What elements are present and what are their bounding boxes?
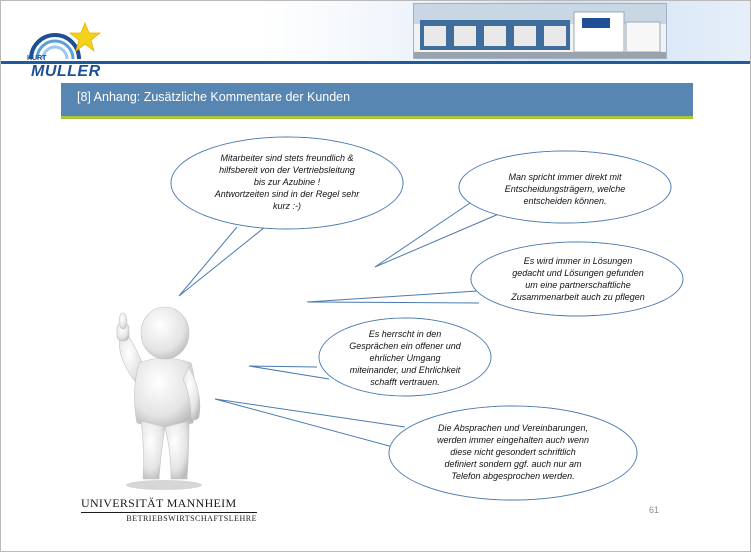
comment-3-line: um eine partnerschaftliche <box>525 280 631 290</box>
page-number: 61 <box>649 505 660 515</box>
comment-3 <box>493 255 663 303</box>
thumbs-up-figure <box>109 301 219 491</box>
bubble-2-tail <box>375 201 501 267</box>
university-logo <box>81 496 257 523</box>
comment-5-line: Telefon abgesprochen werden. <box>451 471 575 481</box>
bubble-1-tail <box>179 227 265 296</box>
comment-2-line: Man spricht immer direkt mit <box>508 172 622 182</box>
university-name: UNIVERSITÄT MANNHEIM <box>81 496 257 513</box>
comment-4-line: Es herrscht in den <box>368 329 442 339</box>
comment-1 <box>197 152 377 212</box>
comment-2-line: Entscheidungsträgern, welche <box>504 184 626 194</box>
comment-5-line: definiert sondern ggf. auch nur am <box>444 459 582 469</box>
bubble-4-tail <box>249 366 329 379</box>
comment-5-line: werden immer eingehalten auch wenn <box>436 435 590 445</box>
comment-4-line: ehrlicher Umgang <box>369 353 441 363</box>
comment-2 <box>485 171 645 207</box>
comment-2-line: entscheiden können. <box>523 196 607 206</box>
comment-3-line: Zusammenarbeit auch zu pflegen <box>511 292 645 302</box>
comment-5-line: Die Absprachen und Vereinbarungen, <box>438 423 588 433</box>
bubble-3-tail <box>307 291 479 303</box>
comment-1-line: kurz :-) <box>273 201 301 211</box>
comment-4-line: miteinander, und Ehrlichkeit <box>349 365 461 375</box>
comment-5-line: diese nicht gesondert schriftlich <box>450 447 576 457</box>
logo-name: MÜLLER <box>31 63 101 80</box>
comment-4-line: schafft vertrauen. <box>370 377 440 387</box>
comment-1-line: hilfsbereit von der Vertriebsleitung <box>219 165 355 175</box>
comment-3-line: gedacht und Lösungen gefunden <box>512 268 644 278</box>
logo-prefix: KURT <box>27 55 47 62</box>
comment-3-line: Es wird immer in Lösungen <box>523 256 633 266</box>
comment-5 <box>423 422 603 482</box>
comment-4-line: Gesprächen ein offener und <box>349 341 461 351</box>
university-department: BETRIEBSWIRTSCHAFTSLEHRE <box>126 514 257 523</box>
bubble-5-tail <box>215 399 405 447</box>
comment-4 <box>335 328 475 388</box>
comment-1-line: Mitarbeiter sind stets freundlich & <box>220 153 354 163</box>
comment-1-line: bis zur Azubine ! <box>253 177 321 187</box>
slide-title: [8] Anhang: Zusätzliche Kommentare der Kunden <box>77 90 351 104</box>
comment-1-line: Antwortzeiten sind in der Regel sehr <box>214 189 360 199</box>
